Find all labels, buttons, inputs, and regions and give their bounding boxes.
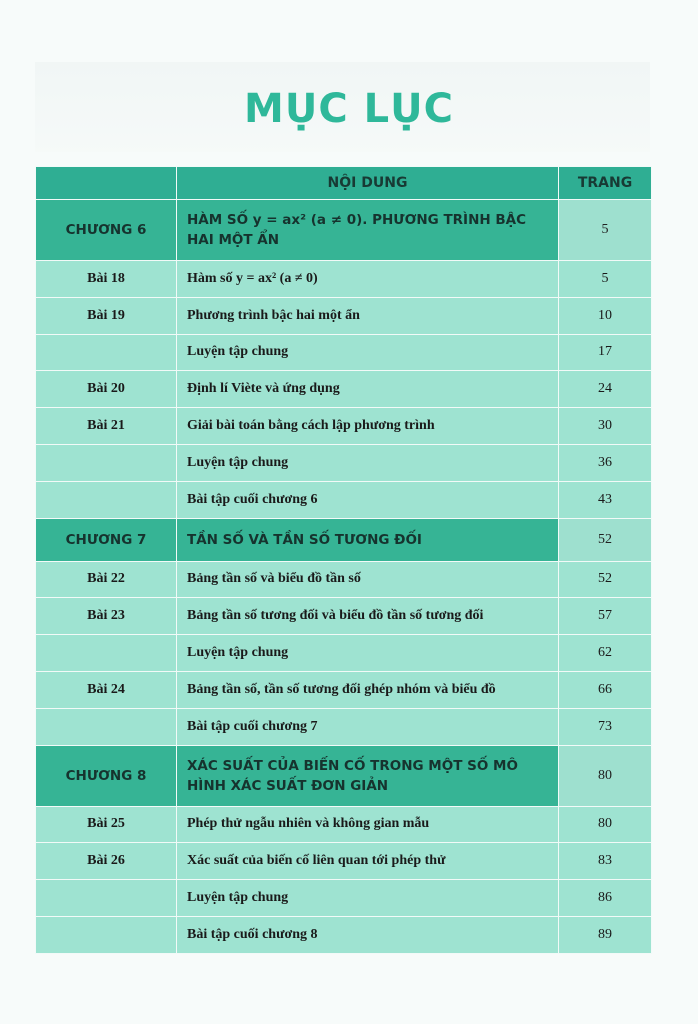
row-page: 80 <box>559 806 652 843</box>
row-content: Giải bài toán bằng cách lập phương trình <box>177 408 559 445</box>
row-label <box>36 635 177 672</box>
toc-lesson-row <box>36 806 652 843</box>
toc-table <box>35 166 652 954</box>
row-label <box>36 916 177 953</box>
toc-lesson-row <box>36 334 652 371</box>
row-page: 52 <box>559 518 652 561</box>
row-page: 62 <box>559 635 652 672</box>
row-page: 17 <box>559 334 652 371</box>
header-page: TRANG <box>559 167 652 200</box>
row-label <box>36 880 177 917</box>
row-content: Bài tập cuối chương 7 <box>177 708 559 745</box>
row-content: Bảng tần số tương đối và biểu đồ tần số tương đối <box>177 598 559 635</box>
toc-lesson-row <box>36 880 652 917</box>
toc-lesson-row <box>36 561 652 598</box>
toc-lesson-row <box>36 916 652 953</box>
row-label <box>36 444 177 481</box>
row-label: Bài 22 <box>36 561 177 598</box>
row-page: 66 <box>559 671 652 708</box>
row-page: 80 <box>559 745 652 806</box>
row-page: 73 <box>559 708 652 745</box>
row-page: 57 <box>559 598 652 635</box>
row-page: 24 <box>559 371 652 408</box>
toc-chapter-row <box>36 745 652 806</box>
toc-lesson-row <box>36 297 652 334</box>
row-label: Bài 18 <box>36 261 177 298</box>
row-label: Bài 20 <box>36 371 177 408</box>
row-content: TẦN SỐ VÀ TẦN SỐ TƯƠNG ĐỐI <box>177 518 559 561</box>
row-content: Luyện tập chung <box>177 334 559 371</box>
toc-lesson-row <box>36 481 652 518</box>
toc-lesson-row <box>36 635 652 672</box>
row-label: Bài 21 <box>36 408 177 445</box>
row-content: Luyện tập chung <box>177 635 559 672</box>
row-page: 30 <box>559 408 652 445</box>
row-content: Hàm số y = ax² (a ≠ 0) <box>177 261 559 298</box>
row-content: Định lí Viète và ứng dụng <box>177 371 559 408</box>
row-page: 10 <box>559 297 652 334</box>
row-content: Luyện tập chung <box>177 444 559 481</box>
row-label: CHƯƠNG 8 <box>36 745 177 806</box>
row-label: Bài 24 <box>36 671 177 708</box>
row-content: HÀM SỐ y = ax² (a ≠ 0). PHƯƠNG TRÌNH BẬC HAI MỘT ẨN <box>177 200 559 261</box>
row-page: 52 <box>559 561 652 598</box>
row-page: 83 <box>559 843 652 880</box>
row-label: CHƯƠNG 7 <box>36 518 177 561</box>
row-label: CHƯƠNG 6 <box>36 200 177 261</box>
toc-chapter-row <box>36 518 652 561</box>
row-page: 43 <box>559 481 652 518</box>
row-label: Bài 19 <box>36 297 177 334</box>
toc-lesson-row <box>36 261 652 298</box>
row-content: XÁC SUẤT CỦA BIẾN CỐ TRONG MỘT SỐ MÔ HÌNH XÁC SUẤT ĐƠN GIẢN <box>177 745 559 806</box>
toc-header-row <box>36 167 652 200</box>
row-content: Bài tập cuối chương 8 <box>177 916 559 953</box>
row-page: 5 <box>559 200 652 261</box>
row-content: Bảng tần số và biểu đồ tần số <box>177 561 559 598</box>
row-page: 5 <box>559 261 652 298</box>
toc-body <box>36 200 652 954</box>
row-content: Xác suất của biến cố liên quan tới phép thử <box>177 843 559 880</box>
header-content: NỘI DUNG <box>177 167 559 200</box>
row-label: Bài 25 <box>36 806 177 843</box>
row-content: Phương trình bậc hai một ẩn <box>177 297 559 334</box>
row-label <box>36 708 177 745</box>
row-content: Luyện tập chung <box>177 880 559 917</box>
row-page: 89 <box>559 916 652 953</box>
page-title: MỤC LỤC <box>244 86 454 132</box>
toc-chapter-row <box>36 200 652 261</box>
toc-lesson-row <box>36 444 652 481</box>
toc-lesson-row <box>36 371 652 408</box>
toc-lesson-row <box>36 671 652 708</box>
row-content: Bảng tần số, tần số tương đối ghép nhóm và biểu đồ <box>177 671 559 708</box>
toc-lesson-row <box>36 408 652 445</box>
row-page: 86 <box>559 880 652 917</box>
row-content: Phép thử ngẫu nhiên và không gian mẫu <box>177 806 559 843</box>
toc-lesson-row <box>36 708 652 745</box>
toc-lesson-row <box>36 598 652 635</box>
header-label-empty <box>36 167 177 200</box>
row-label <box>36 334 177 371</box>
row-content: Bài tập cuối chương 6 <box>177 481 559 518</box>
row-label <box>36 481 177 518</box>
row-page: 36 <box>559 444 652 481</box>
toc-lesson-row <box>36 843 652 880</box>
row-label: Bài 26 <box>36 843 177 880</box>
row-label: Bài 23 <box>36 598 177 635</box>
